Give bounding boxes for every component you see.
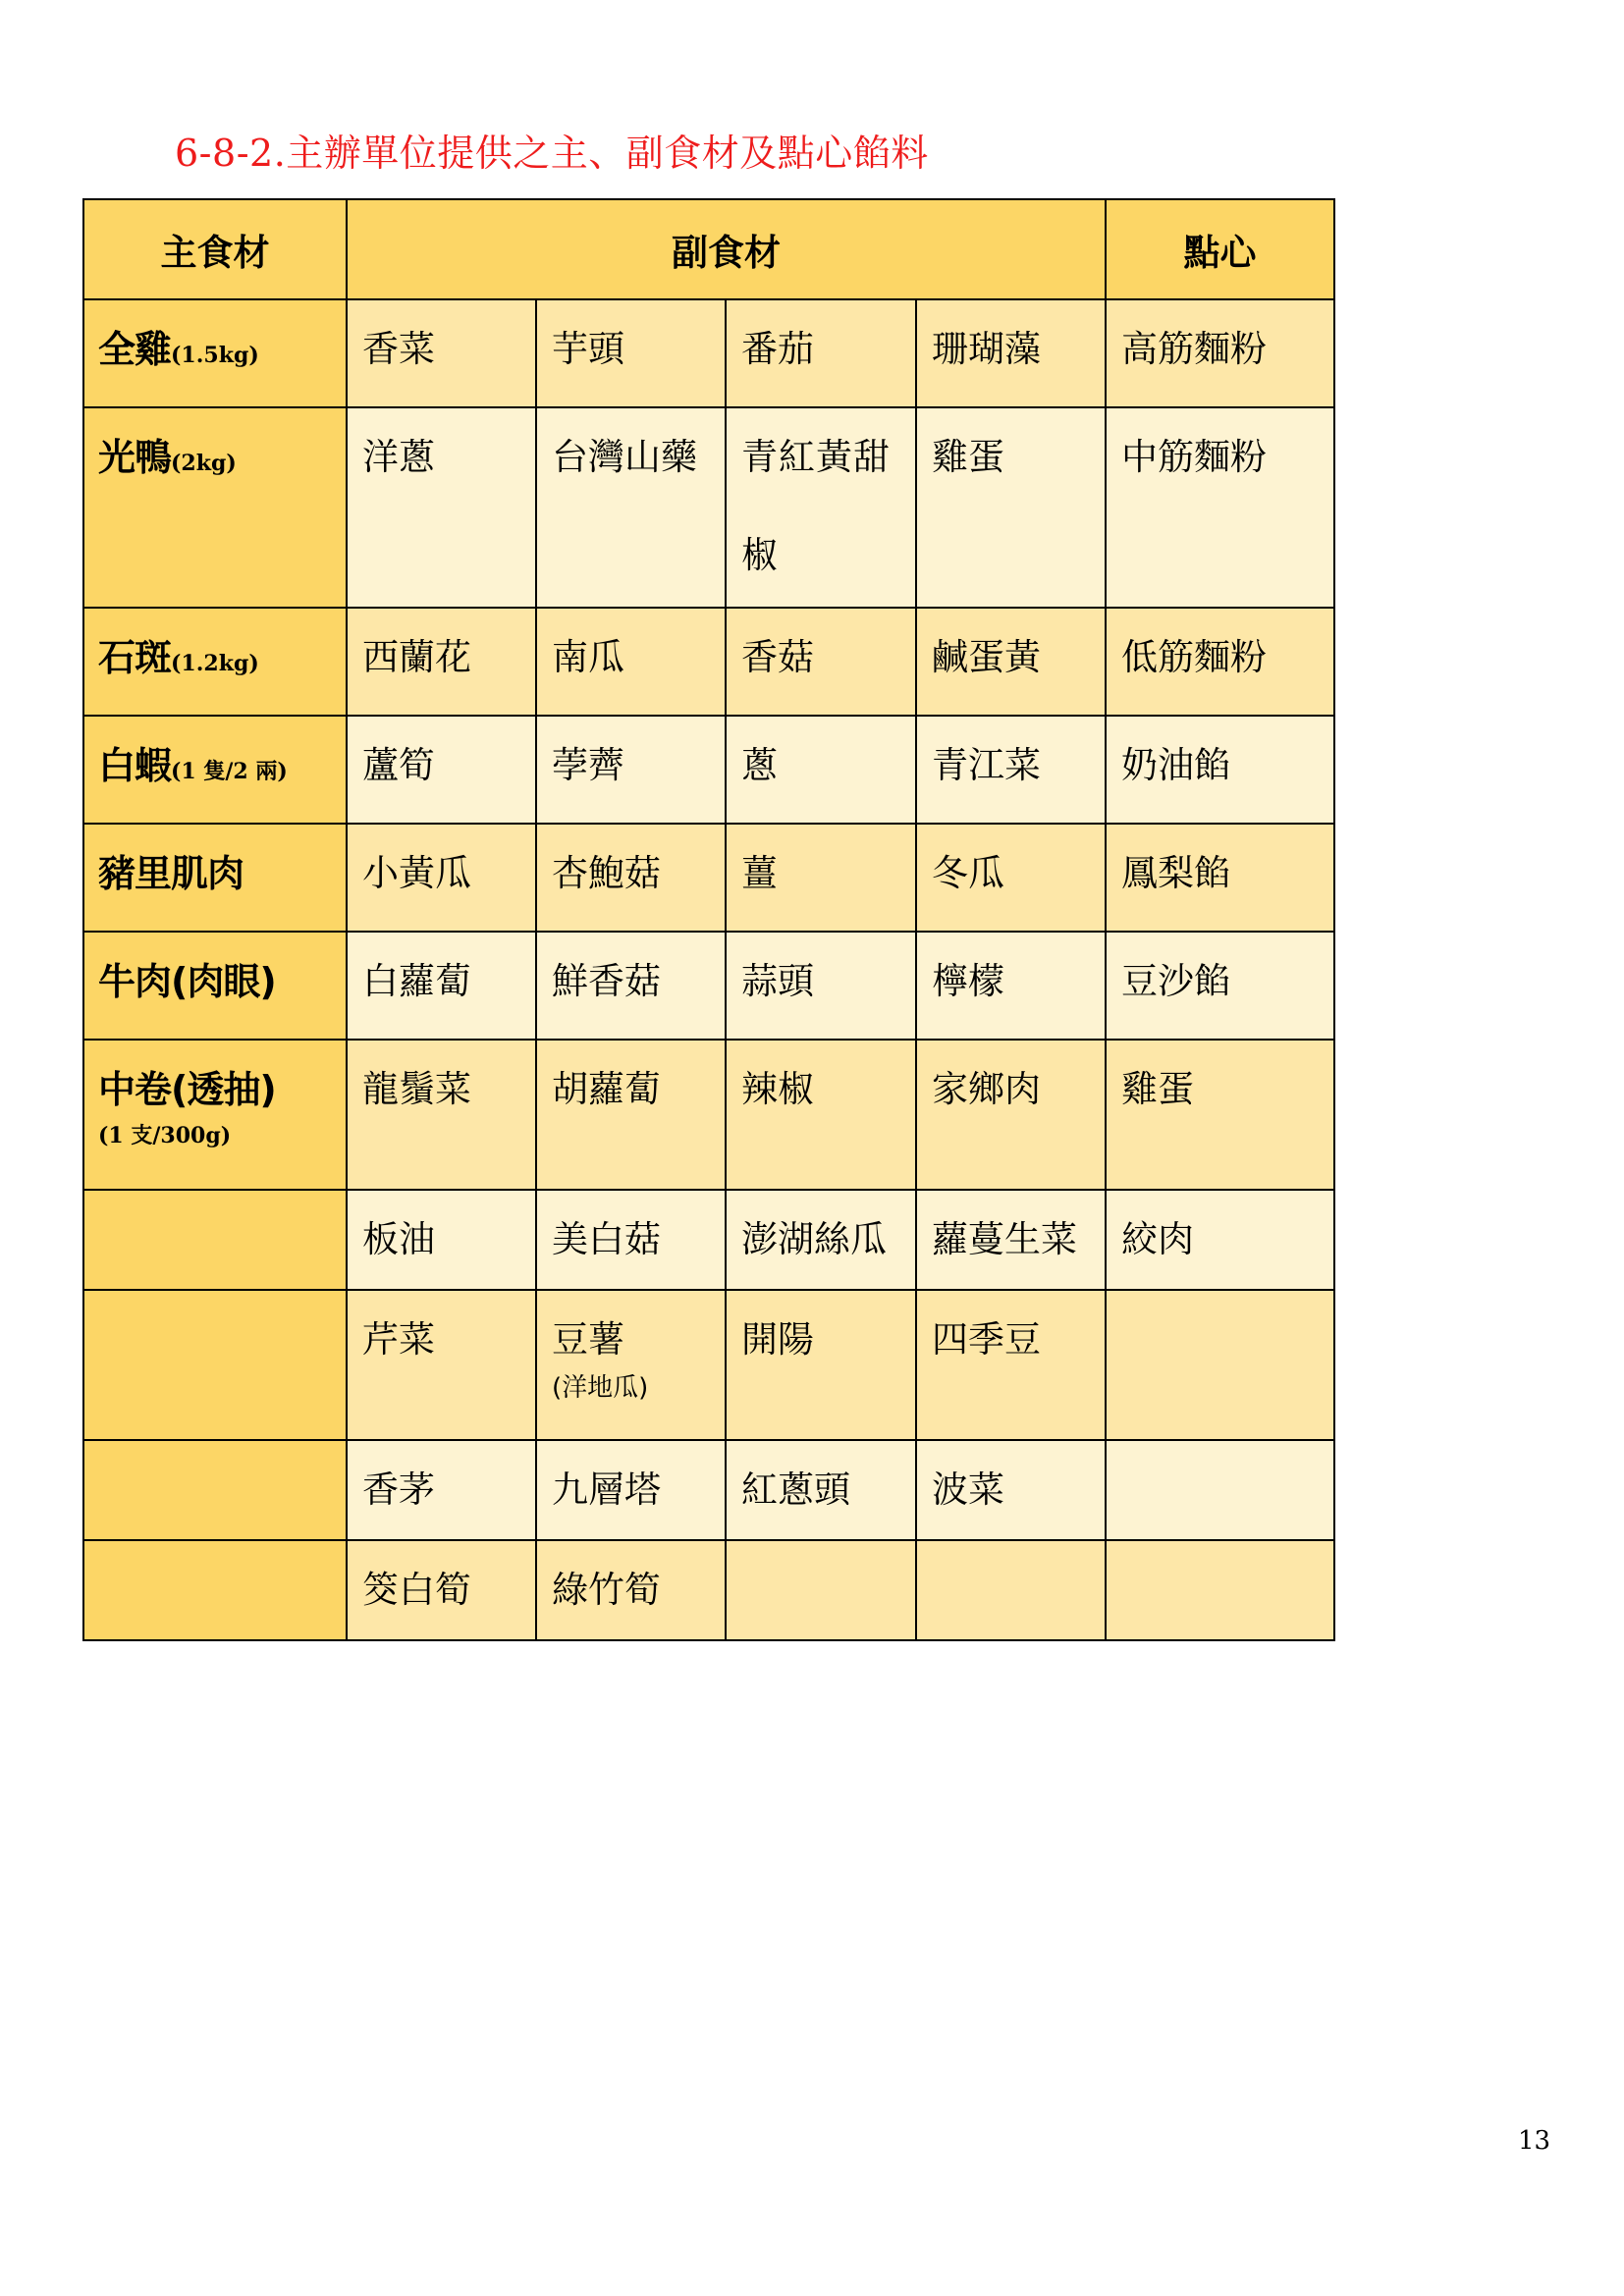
side-cell: [347, 1440, 536, 1540]
side-cell: [726, 1440, 916, 1540]
table-row: [83, 1190, 1334, 1290]
side-cell: [726, 1540, 916, 1640]
side-cell: [347, 407, 536, 608]
side-cell: [916, 932, 1106, 1040]
side-cell: [347, 716, 536, 824]
side-cell: [726, 608, 916, 716]
side-cell: [347, 1040, 536, 1190]
side-cell: [347, 608, 536, 716]
side-cell: [347, 824, 536, 932]
side-ingredient: 青江菜: [932, 744, 1041, 786]
snack-ingredient: 低筋麵粉: [1121, 636, 1267, 678]
side-cell: [536, 824, 726, 932]
side-ingredient: 芹菜: [362, 1318, 435, 1361]
snack-cell: [1106, 608, 1334, 716]
side-ingredient: 西蘭花: [362, 636, 471, 678]
snack-cell: [1106, 824, 1334, 932]
main-spec: (1.2kg): [171, 651, 259, 676]
snack-cell: [1106, 1190, 1334, 1290]
side-ingredient: 檸檬: [932, 960, 1004, 1002]
side-cell: [536, 1040, 726, 1190]
side-ingredient: 美白菇: [552, 1218, 661, 1260]
main-ingredient-cell: [83, 932, 347, 1040]
side-cell: [536, 932, 726, 1040]
header-snack: 點心: [1106, 199, 1334, 299]
main-ingredient-cell: [83, 608, 347, 716]
table-row: [83, 1290, 1334, 1440]
table-header-row: [83, 199, 1334, 299]
side-ingredient: 家鄉肉: [932, 1068, 1041, 1110]
main-ingredient: 全雞: [98, 328, 172, 371]
side-ingredient: 香菇: [741, 636, 814, 678]
page-number: 13: [1518, 2126, 1551, 2156]
side-ingredient: 蒜頭: [741, 960, 814, 1002]
side-cell: [726, 407, 916, 608]
side-ingredient: 四季豆: [932, 1318, 1041, 1361]
side-cell: [726, 716, 916, 824]
side-ingredient: 冬瓜: [932, 852, 1004, 894]
side-cell: [536, 716, 726, 824]
side-ingredient: 香菜: [362, 328, 435, 370]
side-ingredient: 杏鮑菇: [552, 852, 661, 894]
side-cell: [536, 1540, 726, 1640]
main-ingredient: 中卷(透抽): [98, 1068, 276, 1111]
side-ingredient: 荸薺: [552, 744, 624, 786]
main-spec: (1 隻/2 兩): [171, 759, 288, 784]
side-cell: [726, 299, 916, 407]
snack-cell: [1106, 1290, 1334, 1440]
side-cell: [726, 932, 916, 1040]
table-row: [83, 1440, 1334, 1540]
side-ingredient: 芋頭: [552, 328, 624, 370]
side-ingredient: 龍鬚菜: [362, 1068, 471, 1110]
snack-ingredient: 中筋麵粉: [1121, 436, 1267, 478]
main-ingredient-cell: [83, 1190, 347, 1290]
side-ingredient: 紅蔥頭: [741, 1468, 850, 1511]
snack-cell: [1106, 407, 1334, 608]
ingredients-table: [82, 198, 1335, 1641]
side-ingredient: 青紅黃甜椒: [741, 436, 891, 576]
side-ingredient: 番茄: [741, 328, 814, 370]
side-cell: [726, 824, 916, 932]
side-ingredient: 辣椒: [741, 1068, 814, 1110]
table-row: [83, 824, 1334, 932]
snack-cell: [1106, 1540, 1334, 1640]
main-ingredient-cell: [83, 1040, 347, 1190]
side-ingredient: 綠竹筍: [552, 1569, 661, 1611]
side-cell: [536, 1190, 726, 1290]
main-ingredient-cell: [83, 407, 347, 608]
main-ingredient-cell: [83, 716, 347, 824]
side-cell: [536, 299, 726, 407]
side-cell: [347, 1290, 536, 1440]
main-ingredient: 牛肉(肉眼): [98, 960, 276, 1003]
header-main: 主食材: [83, 199, 347, 299]
side-cell: [916, 407, 1106, 608]
side-ingredient: 板油: [362, 1218, 435, 1260]
side-cell: [916, 824, 1106, 932]
header-side: 副食材: [347, 199, 1106, 299]
side-ingredient: 蘆筍: [362, 744, 435, 786]
side-cell: [916, 1540, 1106, 1640]
side-cell: [916, 1040, 1106, 1190]
side-ingredient: 鮮香菇: [552, 960, 661, 1002]
snack-ingredient: 雞蛋: [1121, 1068, 1194, 1110]
main-ingredient-cell: [83, 1540, 347, 1640]
side-ingredient: 珊瑚藻: [932, 328, 1041, 370]
side-cell: [347, 932, 536, 1040]
side-cell: [536, 1440, 726, 1540]
side-ingredient: 波菜: [932, 1468, 1004, 1511]
side-cell: [916, 1290, 1106, 1440]
side-ingredient: 胡蘿蔔: [552, 1068, 661, 1110]
side-cell: [536, 407, 726, 608]
snack-cell: [1106, 1040, 1334, 1190]
table-row: [83, 608, 1334, 716]
side-cell: [916, 716, 1106, 824]
main-ingredient: 石斑: [98, 636, 172, 679]
table-row: [83, 1040, 1334, 1190]
side-cell: [916, 1190, 1106, 1290]
main-spec: (1 支/300g): [98, 1123, 232, 1148]
side-ingredient: 香茅: [362, 1468, 435, 1511]
side-cell: [726, 1290, 916, 1440]
side-cell: [916, 608, 1106, 716]
side-ingredient: 薑: [741, 852, 778, 894]
side-ingredient: 蔥: [741, 744, 778, 786]
side-ingredient: 洋蔥: [362, 436, 435, 478]
snack-ingredient: 絞肉: [1121, 1218, 1194, 1260]
main-ingredient: 光鴨: [98, 436, 172, 479]
side-cell: [916, 299, 1106, 407]
main-ingredient-cell: [83, 824, 347, 932]
snack-cell: [1106, 1440, 1334, 1540]
side-ingredient: 開陽: [741, 1318, 814, 1361]
snack-cell: [1106, 932, 1334, 1040]
main-ingredient-cell: [83, 1440, 347, 1540]
table-row: [83, 932, 1334, 1040]
side-ingredient: 九層塔: [552, 1468, 661, 1511]
side-ingredient: 小黃瓜: [362, 852, 471, 894]
side-cell: [347, 1540, 536, 1640]
snack-cell: [1106, 299, 1334, 407]
table-row: [83, 716, 1334, 824]
side-ingredient: 雞蛋: [932, 436, 1004, 478]
side-ingredient: 鹹蛋黃: [932, 636, 1041, 678]
main-ingredient: 白蝦: [98, 744, 172, 787]
side-ingredient: 豆薯: [552, 1318, 624, 1361]
side-ingredient: 筊白筍: [362, 1569, 471, 1611]
section-title: 6-8-2.主辦單位提供之主、副食材及點心餡料: [175, 132, 929, 175]
snack-ingredient: 奶油餡: [1121, 744, 1230, 786]
main-ingredient-cell: [83, 1290, 347, 1440]
snack-ingredient: 高筋麵粉: [1121, 328, 1267, 370]
snack-ingredient: 豆沙餡: [1121, 960, 1230, 1002]
side-cell: [347, 299, 536, 407]
side-ingredient: 蘿蔓生菜: [932, 1218, 1077, 1260]
side-ingredient: 台灣山藥: [552, 436, 697, 478]
side-ingredient: 白蘿蔔: [362, 960, 471, 1002]
side-cell: [536, 1290, 726, 1440]
snack-ingredient: 鳳梨餡: [1121, 852, 1230, 894]
main-ingredient: 豬里肌肉: [98, 852, 244, 895]
side-cell: [726, 1190, 916, 1290]
side-cell: [347, 1190, 536, 1290]
side-ingredient: 澎湖絲瓜: [741, 1218, 887, 1260]
side-cell: [536, 608, 726, 716]
side-cell: [726, 1040, 916, 1190]
main-spec: (1.5kg): [171, 343, 259, 368]
side-ingredient: 南瓜: [552, 636, 624, 678]
main-ingredient-cell: [83, 299, 347, 407]
table-row: [83, 1540, 1334, 1640]
side-ingredient-note: (洋地瓜): [552, 1373, 649, 1403]
side-cell: [916, 1440, 1106, 1540]
snack-cell: [1106, 716, 1334, 824]
table-row: [83, 299, 1334, 407]
table-row: [83, 407, 1334, 608]
main-spec: (2kg): [171, 451, 237, 476]
